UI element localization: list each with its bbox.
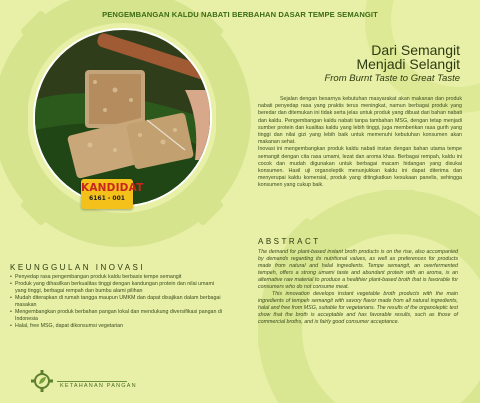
list-item: • Halal, free MSG, dapat dikonsumsi vegetarian: [10, 323, 225, 330]
abstract-heading: ABSTRACT: [258, 237, 321, 246]
headline-line-1: Dari Semangit: [371, 42, 460, 58]
headline-line-2: Menjadi Selangit: [356, 56, 460, 72]
poster-title: PENGEMBANGAN KALDU NABATI BERBAHAN DASAR TEMPE SEMANGIT: [102, 10, 378, 19]
list-item: • Mengembangkan produk berbahan pangan lokal dan mendukung diversifikasi pangan di Indonesia: [10, 309, 225, 323]
gear-leaf-icon: [30, 369, 54, 393]
list-item: • Produk yang dihasilkan berkualitas tinggi dengan kandungan protein dan nilai umami yang tinggi, berbagai rempah dan bumbu alami pilihan: [10, 281, 225, 295]
headline-block: [250, 43, 460, 87]
abstract-text: [258, 249, 458, 326]
headline-english: From Burnt Taste to Great Taste: [324, 73, 460, 84]
intro-paragraph-1: Sejalan dengan besarnya kebutuhan masyarakat akan makanan dan produk nabati penyedap rasa yang praktis terus meningkat, namun berbagai produk yang beredar dan ditemukan ini tidak serta jelas untuk produk yang dibuat dari bahan nabati dan kaldu. Pengembangan kaldu nabati tanpa tambahan MSG, dengan tetap menjadi sumber protein dan kualitas kaldu yang lebih tinggi, juga memberikan rasa gurih yang tinggi dan nilai gizi yang lebih baik untuk memenuhi kebutuhan konsumen akan makanan sehat.: [258, 96, 462, 146]
abstract-paragraph-1: The demand for plant-based instant broth products is on the rise, also accompanied by demands regarding its nutritional values, as well as preferences for products made from natural and halal ingredients. Tempe semangit, an overfermented tempeh, offers a strong umami taste and abundant protein with an aroma, is an alternative raw material to produce a healthier plant-based broth that is favorable for consumers who do not consume meat.: [258, 249, 458, 290]
list-item: • Penyedap rasa pengembangan produk kaldu berbasis tempe semangit: [10, 274, 225, 281]
candidate-badge: [81, 179, 144, 209]
footer-divider: [57, 381, 127, 382]
footer-label: KETAHANAN PANGAN: [60, 383, 137, 389]
badge-title: KANDIDAT: [81, 182, 144, 194]
intro-text: [258, 96, 462, 190]
list-item: • Mudah diterapkan di rumah tangga maupun UMKM dan dapat disajikan dalam berbagai masakan: [10, 295, 225, 309]
abstract-paragraph-2: This innovation develops instant vegetable broth products with the main ingredients of tempeh semangit with savory flavor made from all natural ingredients, halal and free from MSG, suitable for vegetarians. The results of the organoleptic test show that the broth is acceptable and has favorable results, such as those of commercial broths, and is fairly good consumer acceptance.: [258, 291, 458, 325]
advantages-list: [10, 274, 225, 330]
badge-code: 6161 - 001: [89, 195, 125, 202]
intro-paragraph-2: Inovasi ini mengembangkan produk kaldu nabati instan dengan bahan utama tempe semangit dengan cita rasa umami, lezat dan aroma khas. Berbagai rempah, kaldu ini cocok dan mudah digunakan untuk berbagai macam hidangan yang disukai konsumen. Hasil uji organoleptik menunjukkan kaldu ini dapat diterima dan menyerupai kaldu komersial, produk yang ditingkatkan kesukaan panelis, sehingga konsumen yang cukup baik.: [258, 146, 462, 189]
advantages-heading: KEUNGGULAN INOVASI: [10, 263, 146, 272]
